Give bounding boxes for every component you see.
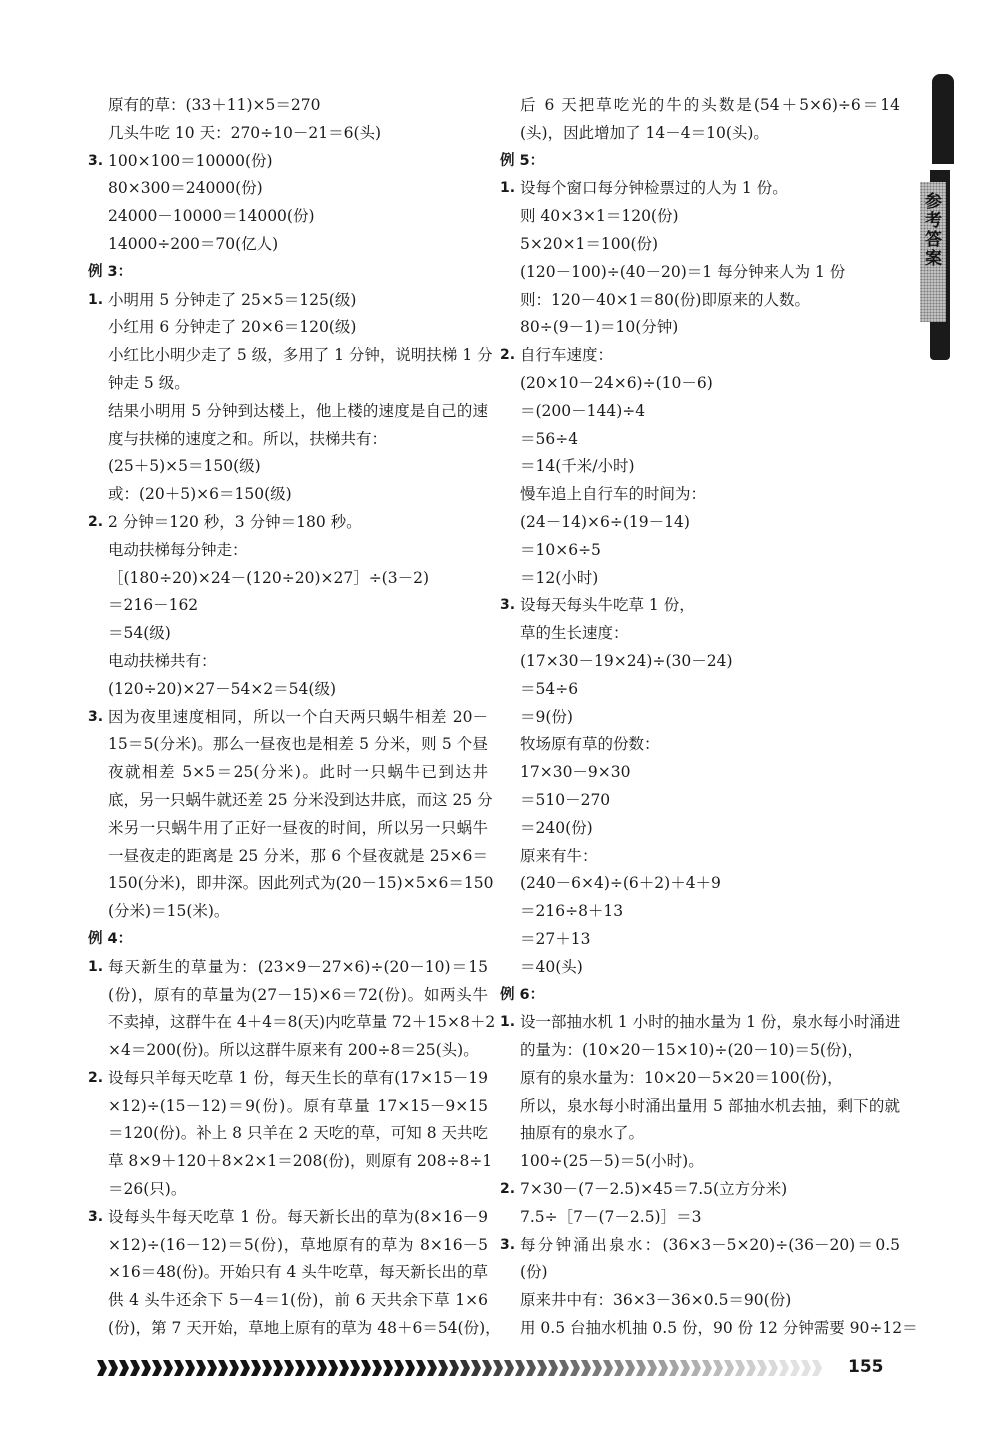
footer-arrow-icon (361, 1360, 371, 1376)
footer-arrow-icon (669, 1360, 679, 1376)
footer-arrow-icon (394, 1360, 404, 1376)
answer-item (500, 175, 900, 203)
answer-line: 几头牛吃 10 天：270÷10－21＝6(头) (108, 123, 382, 142)
answer-line: ＝56÷4 (520, 429, 579, 448)
answer-item (500, 342, 900, 370)
footer-arrow-icon (746, 1360, 756, 1376)
answer-item (88, 509, 488, 537)
footer-arrow-icon (405, 1360, 415, 1376)
answer-line: 则：120－40×1＝80(份)即原来的人数。 (520, 290, 810, 309)
footer-arrow-icon (570, 1360, 580, 1376)
answer-line: 结果小明用 5 分钟到达楼上，他上楼的速度是自己的速 (108, 401, 488, 420)
item-number: 2. (500, 1181, 516, 1198)
answer-line: ×16＝48(份)。开始只有 4 头牛吃草，每天新长出的草 (108, 1263, 488, 1282)
footer-arrow-icon (207, 1360, 217, 1376)
answer-line: ＝26(只)。 (108, 1180, 187, 1199)
section-heading: 例 6： (500, 986, 545, 1003)
answer-line: 所以，泉水每小时涌出量用 5 部抽水机去抽，剩下的就 (520, 1096, 900, 1115)
answer-line: 度与扶梯的速度之和。所以，扶梯共有： (108, 429, 388, 448)
footer-arrow-icon (416, 1360, 426, 1376)
footer-arrow-icon (471, 1360, 481, 1376)
footer-arrow-icon (119, 1360, 129, 1376)
footer-arrow-icon (328, 1360, 338, 1376)
answer-line: (120÷20)×27－54×2＝54(级) (108, 679, 336, 698)
footer-arrow-icon (196, 1360, 206, 1376)
answer-line: ×12)÷(15－12)＝9(份)。原有草量 17×15－9×15 (108, 1096, 488, 1115)
footer-arrow-icon (713, 1360, 723, 1376)
footer-arrow-icon (427, 1360, 437, 1376)
answer-line: ＝14(千米/小时) (520, 457, 635, 476)
footer-arrow-icon (284, 1360, 294, 1376)
footer-arrow-icon (680, 1360, 690, 1376)
footer-arrow-band (97, 1357, 837, 1379)
footer-arrow-icon (801, 1360, 811, 1376)
answer-line: (120－100)÷(40－20)＝1 每分钟来人为 1 份 (520, 262, 846, 281)
side-tab (920, 170, 954, 360)
answer-line: 80×300＝24000(份) (108, 179, 263, 198)
answer-line: 的量为：(10×20－15×10)÷(20－10)＝5(份)， (520, 1041, 863, 1060)
footer-arrow-icon (493, 1360, 503, 1376)
footer-arrow-icon (515, 1360, 525, 1376)
answer-line: 草 8×9＋120＋8×2×1＝208(份)，则原有 208÷8÷1 (108, 1152, 493, 1171)
answer-line: (25＋5)×5＝150(级) (108, 457, 261, 476)
item-text: 自行车速度： (520, 346, 614, 365)
answer-line: ＝510－270 (520, 790, 611, 809)
footer-arrow-icon (350, 1360, 360, 1376)
answer-line: ＝216÷8＋13 (520, 902, 624, 921)
answer-item (88, 148, 488, 176)
footer-arrow-icon (339, 1360, 349, 1376)
footer-arrow-icon (647, 1360, 657, 1376)
item-number: 3. (88, 1208, 104, 1225)
footer-arrow-icon (273, 1360, 283, 1376)
section-heading: 例 3： (88, 263, 133, 280)
footer-arrow-icon (141, 1360, 151, 1376)
footer-arrow-icon (262, 1360, 272, 1376)
item-text: 2 分钟＝120 秒，3 分钟＝180 秒。 (108, 512, 362, 531)
footer-arrow-icon (438, 1360, 448, 1376)
answer-line: (24－14)×6÷(19－14) (520, 512, 690, 531)
footer-arrow-icon (460, 1360, 470, 1376)
answer-line: (头)，因此增加了 14－4＝10(头)。 (520, 123, 769, 142)
footer-arrow-icon (757, 1360, 767, 1376)
item-number: 1. (88, 958, 104, 975)
footer-arrow-icon (735, 1360, 745, 1376)
answer-line: ×12)÷(16－12)＝5(份)，草地原有的草为 8×16－5 (108, 1235, 488, 1254)
answer-line: (240－6×4)÷(6＋2)＋4＋9 (520, 874, 721, 893)
footer-arrow-icon (174, 1360, 184, 1376)
answer-item (500, 1232, 900, 1260)
footer-arrow-icon (658, 1360, 668, 1376)
left-column (88, 92, 501, 1343)
answer-line: 5×20×1＝100(份) (520, 234, 659, 253)
answer-line: (20×10－24×6)÷(10－6) (520, 373, 713, 392)
answer-line: ＝9(份) (520, 707, 573, 726)
footer-arrow-icon (130, 1360, 140, 1376)
answer-line: 供 4 头牛还余下 5－4＝1(份)，前 6 天共余下草 1×6 (108, 1291, 488, 1310)
answer-line: ＝54(级) (108, 624, 171, 643)
footer-arrow-icon (548, 1360, 558, 1376)
footer-arrow-icon (559, 1360, 569, 1376)
footer-arrow-icon (295, 1360, 305, 1376)
answer-line: 米另一只蜗牛用了正好一昼夜的时间，所以另一只蜗牛 (108, 818, 488, 837)
footer-arrow-icon (317, 1360, 327, 1376)
item-text: 因为夜里速度相同，所以一个白天两只蜗牛相差 20－ (108, 707, 488, 726)
answer-line: 小红用 6 分钟走了 20×6＝120(级) (108, 318, 357, 337)
footer-arrow-icon (372, 1360, 382, 1376)
footer-arrow-icon (603, 1360, 613, 1376)
answer-line: 17×30－9×30 (520, 763, 631, 782)
footer-arrow-icon (691, 1360, 701, 1376)
answer-item (88, 1204, 488, 1232)
item-text: 每天新生的草量为：(23×9－27×6)÷(20－10)＝15 (108, 957, 488, 976)
footer-arrow-icon (779, 1360, 789, 1376)
answer-line: 原有的草：(33＋11)×5＝270 (108, 96, 321, 114)
answer-line: ＝120(份)。补上 8 只羊在 2 天吃的草，可知 8 天共吃 (108, 1124, 488, 1143)
answer-item (500, 1009, 900, 1037)
answer-line: 24000－10000＝14000(份) (108, 207, 315, 226)
footer-arrow-icon (240, 1360, 250, 1376)
footer-arrow-icon (504, 1360, 514, 1376)
item-text: 100×100＝10000(份) (108, 151, 273, 170)
answer-line: ＝216－162 (108, 596, 199, 615)
answer-line: 原来井中有：36×3－36×0.5＝90(份) (520, 1291, 792, 1310)
item-text: 每分钟涌出泉水：(36×3－5×20)÷(36－20)＝0.5 (520, 1235, 900, 1254)
answer-line: ＝12(小时) (520, 568, 599, 587)
answer-item (88, 287, 488, 315)
footer-arrow-icon (251, 1360, 261, 1376)
answer-line: ＝27＋13 (520, 929, 591, 948)
item-number: 2. (500, 347, 516, 364)
answer-item (88, 1065, 488, 1093)
answer-line: 原来有牛： (520, 846, 598, 865)
section-heading: 例 5： (500, 152, 545, 169)
answer-line: ［(180÷20)×24－(120÷20)×27］÷(3－2) (108, 568, 430, 587)
footer-arrow-icon (482, 1360, 492, 1376)
answer-line: 15＝5(分米)。那么一昼夜也是相差 5 分米，则 5 个昼 (108, 735, 488, 754)
item-number: 3. (500, 1236, 516, 1253)
answer-line: ＝40(头) (520, 957, 583, 976)
footer-arrow-icon (163, 1360, 173, 1376)
side-tab-top-bar (932, 74, 954, 164)
side-tab-label: 参考答案 (921, 192, 941, 268)
item-text: 7×30－(7－2.5)×45＝7.5(立方分米) (520, 1180, 788, 1199)
answer-line: (份)，第 7 天开始，草地上原有的草为 48＋6＝54(份)， (108, 1319, 501, 1338)
item-text: 设一部抽水机 1 小时的抽水量为 1 份，泉水每小时涌进 (520, 1013, 901, 1032)
page-number: 155 (848, 1357, 884, 1377)
answer-line: ＝10×6÷5 (520, 540, 601, 559)
footer-arrow-icon (592, 1360, 602, 1376)
right-column (500, 92, 918, 1343)
answer-line: (17×30－19×24)÷(30－24) (520, 651, 733, 670)
item-number: 2. (88, 1069, 104, 1086)
item-text: 小明用 5 分钟走了 25×5＝125(级) (108, 290, 357, 309)
answer-line: ×4＝200(份)。所以这群牛原来有 200÷8＝25(头)。 (108, 1041, 479, 1060)
answer-line: 后 6 天把草吃光的牛的头数是(54＋5×6)÷6＝14 (520, 96, 900, 114)
footer-arrow-icon (449, 1360, 459, 1376)
item-number: 1. (500, 1014, 516, 1031)
item-number: 2. (88, 513, 104, 530)
footer-arrow-icon (702, 1360, 712, 1376)
answer-line: 钟走 5 级。 (108, 373, 190, 392)
item-text: 设每头牛每天吃草 1 份。每天新长出的草为(8×16－9 (108, 1207, 488, 1226)
answer-line: 电动扶梯每分钟走： (108, 540, 248, 559)
answer-item (88, 954, 488, 982)
footer-arrow-icon (812, 1360, 822, 1376)
answer-line: 一昼夜走的距离是 25 分米，那 6 个昼夜就是 25×6＝ (108, 846, 488, 865)
answer-line: 150(分米)，即井深。因此列式为(20－15)×5×6＝150 (108, 874, 494, 893)
footer-arrow-icon (581, 1360, 591, 1376)
footer-arrow-icon (383, 1360, 393, 1376)
footer-arrow-icon (636, 1360, 646, 1376)
answer-line: (份) (520, 1263, 548, 1282)
footer-arrow-icon (152, 1360, 162, 1376)
answer-line: 小红比小明少走了 5 级，多用了 1 分钟，说明扶梯 1 分 (108, 346, 493, 365)
answer-line: 用 0.5 台抽水机抽 0.5 份，90 份 12 分钟需要 90÷12＝ (520, 1319, 918, 1338)
answer-line: 或：(20＋5)×6＝150(级) (108, 485, 292, 504)
answer-line: ＝54÷6 (520, 679, 579, 698)
answer-line: 原有的泉水量为：10×20－5×20＝100(份)， (520, 1068, 843, 1087)
item-text: 设每个窗口每分钟检票过的人为 1 份。 (520, 179, 788, 198)
answer-line: 100÷(25－5)＝5(小时)。 (520, 1152, 704, 1171)
footer-arrow-icon (768, 1360, 778, 1376)
footer-arrow-icon (185, 1360, 195, 1376)
item-text: 设每天每头牛吃草 1 份， (520, 596, 695, 615)
answer-line: 则 40×3×1＝120(份) (520, 207, 679, 226)
footer-arrow-icon (218, 1360, 228, 1376)
answer-line: 慢车追上自行车的时间为： (520, 485, 707, 504)
item-number: 1. (88, 291, 104, 308)
footer-arrow-icon (526, 1360, 536, 1376)
answer-item (88, 704, 488, 732)
answer-line: 不卖掉，这群牛在 4＋4＝8(天)内吃草量 72＋15×8＋2 (108, 1013, 496, 1032)
answer-item (500, 1176, 900, 1204)
answer-line: 7.5÷［7－(7－2.5)］＝3 (520, 1207, 702, 1226)
answer-line: ＝240(份) (520, 818, 593, 837)
answer-item (500, 592, 900, 620)
footer-arrow-icon (537, 1360, 547, 1376)
item-number: 1. (500, 180, 516, 197)
section-heading: 例 4： (88, 930, 133, 947)
answer-line: 草的生长速度： (520, 624, 629, 643)
footer-arrow-icon (790, 1360, 800, 1376)
footer-arrow-icon (724, 1360, 734, 1376)
answer-line: 80÷(9－1)＝10(分钟) (520, 318, 679, 337)
footer-arrow-icon (625, 1360, 635, 1376)
item-number: 3. (88, 152, 104, 169)
answer-line: 夜就相差 5×5＝25(分米)。此时一只蜗牛已到达井 (108, 763, 488, 782)
answer-line: 14000÷200＝70(亿人) (108, 234, 279, 253)
footer-arrow-icon (229, 1360, 239, 1376)
footer-arrow-icon (306, 1360, 316, 1376)
item-text: 设每只羊每天吃草 1 份，每天生长的草有(17×15－19 (108, 1068, 488, 1087)
footer-arrow-icon (614, 1360, 624, 1376)
answer-line: (份)，原有的草量为(27－15)×6＝72(份)。如两头牛 (108, 985, 488, 1004)
item-number: 3. (88, 708, 104, 725)
footer-arrow-icon (108, 1360, 118, 1376)
answer-line: 牧场原有草的份数： (520, 735, 660, 754)
answer-line: 底，另一只蜗牛就还差 25 分米没到达井底，而这 25 分 (108, 790, 493, 809)
footer-arrow-icon (97, 1360, 107, 1376)
answer-line: 抽原有的泉水了。 (520, 1124, 645, 1143)
answer-line: (分米)＝15(米)。 (108, 902, 230, 921)
item-number: 3. (500, 597, 516, 614)
answer-line: ＝(200－144)÷4 (520, 401, 646, 420)
answer-line: 电动扶梯共有： (108, 651, 217, 670)
